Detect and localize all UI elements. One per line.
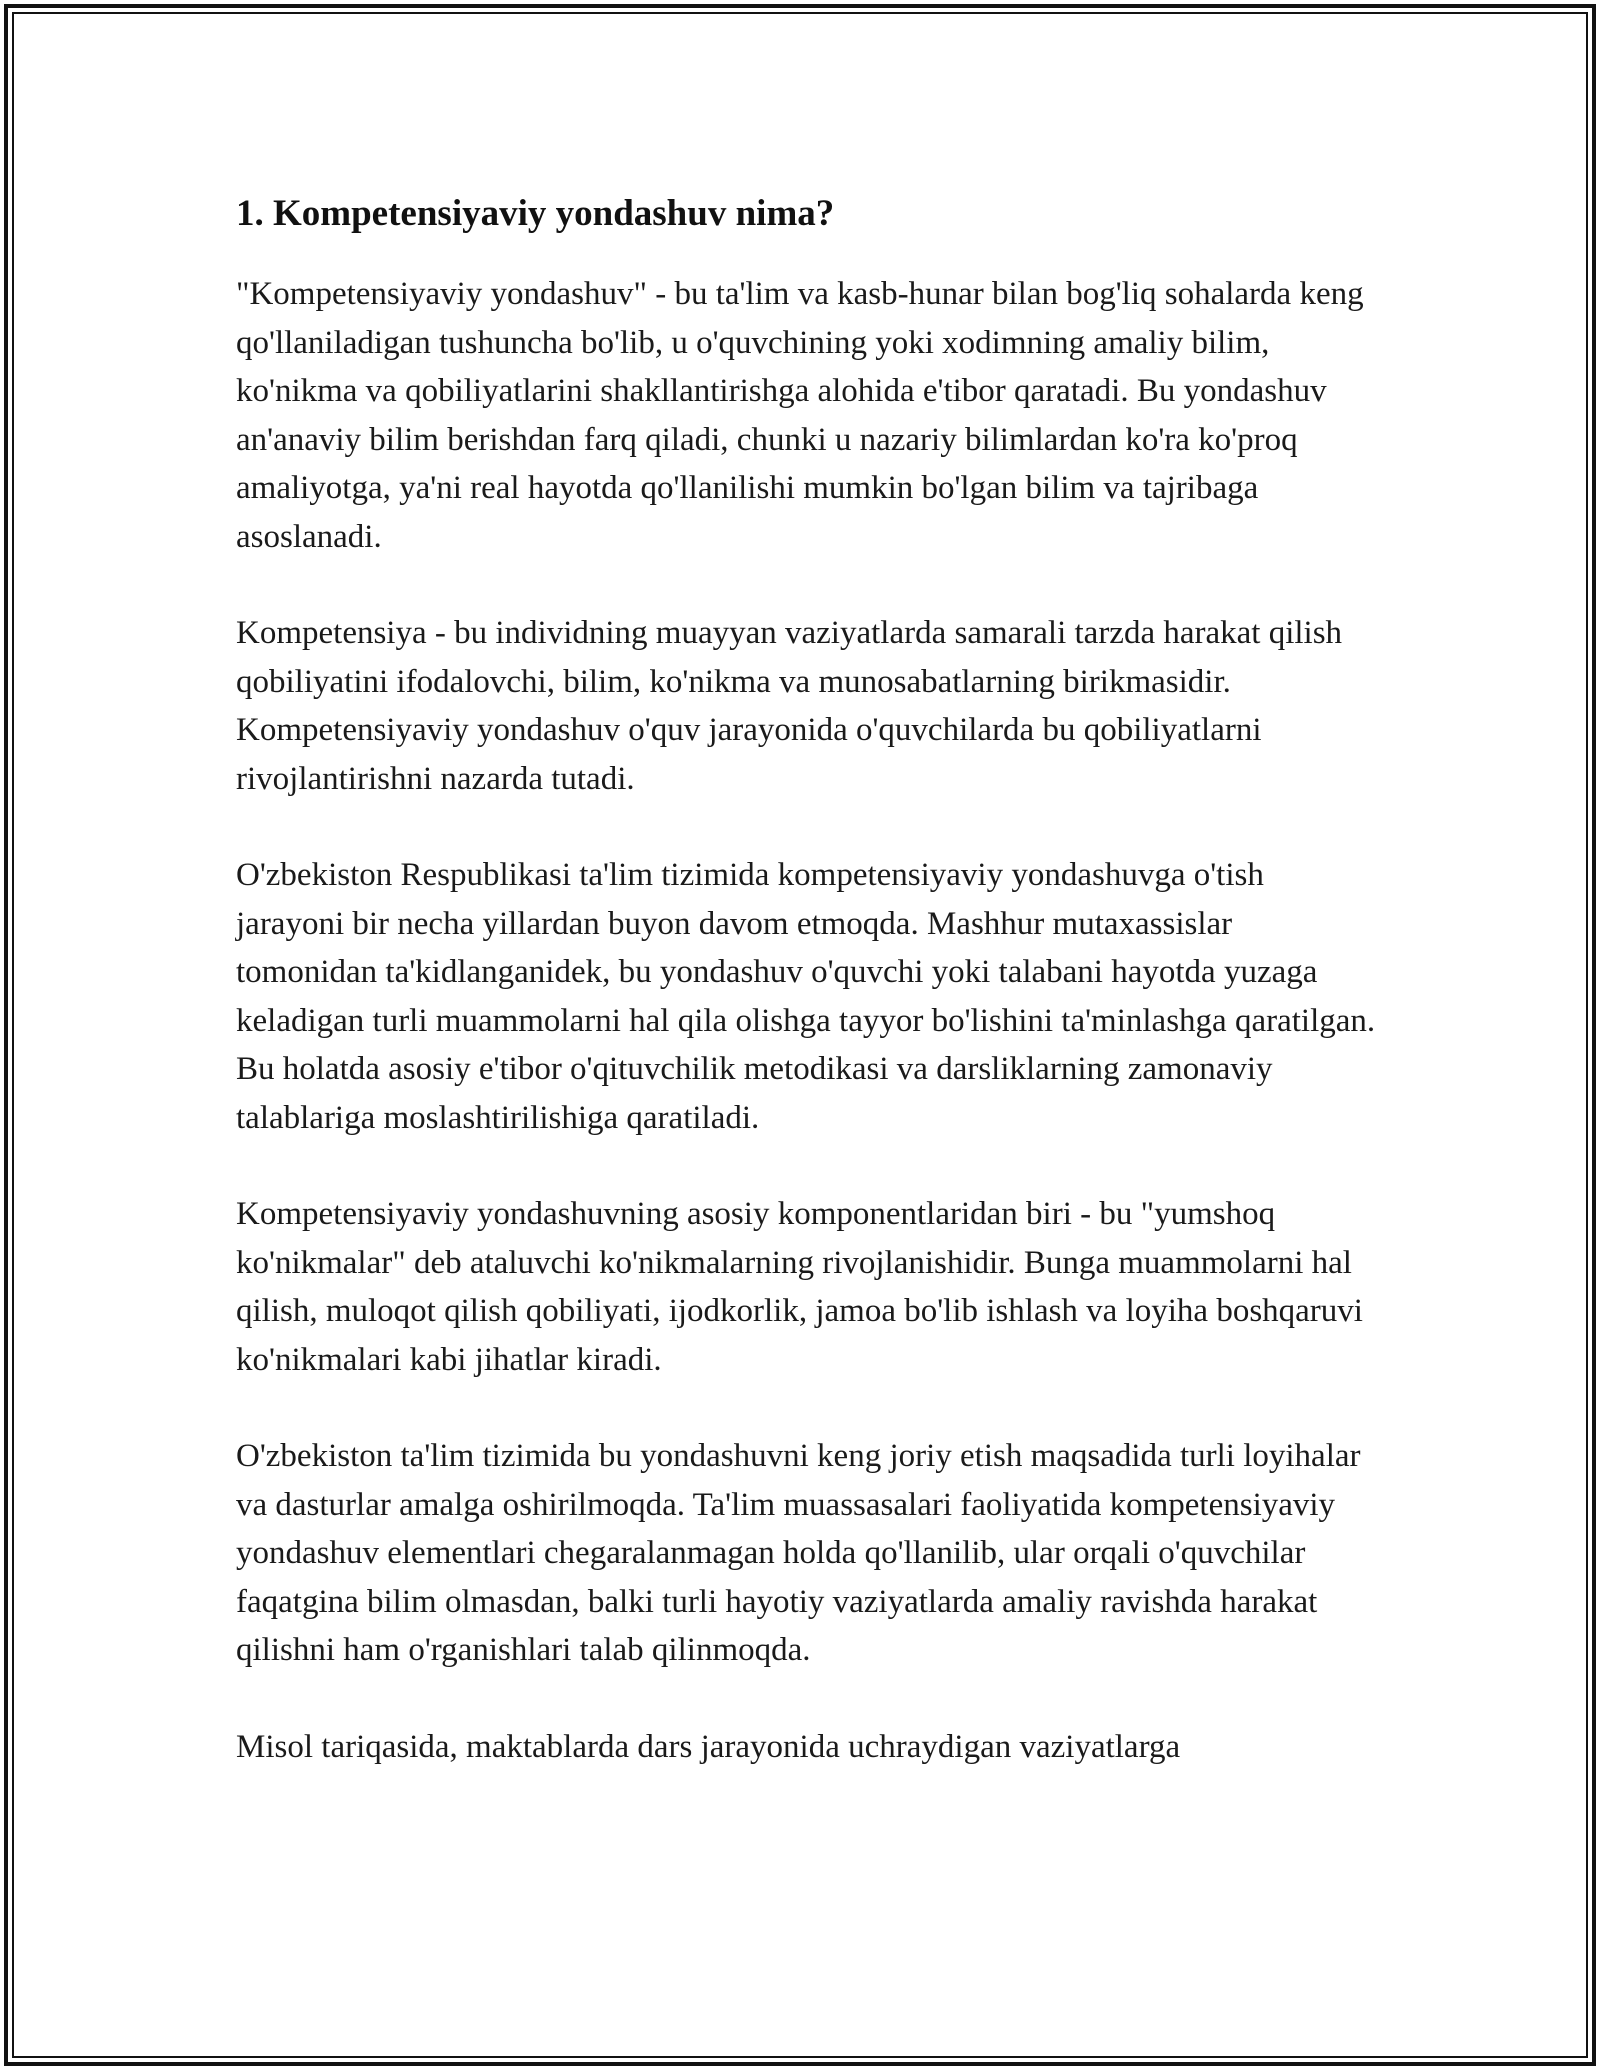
paragraph-competence: Kompetensiya - bu individning muayyan vaziyatlarda samarali tarzda harakat qilish qobiliyatini ifodalovchi, bilim, ko'nikma va munosabatlarning birikmasidir. Kompetensiyaviy yondashuv o'quv jarayonida o'quvchilarda bu qobiliyatlarni rivojlantirishni nazarda tutadi. <box>236 615 1343 797</box>
paragraph-uzbekistan-transition: O'zbekiston Respublikasi ta'lim tizimida kompetensiyaviy yondashuvga o'tish jarayoni bir necha yillardan buyon davom etmoqda. Mashhur mutaxassislar tomonidan ta'kidlanganidek, bu yondashuv o'quvchi yoki talabani hayotda yuzaga keladigan turli muammolarni hal qila olishga tayyor bo'lishini ta'minlashga qaratilgan. Bu holatda asosiy e'tibor o'qituvchilik metodikasi va darsliklarning zamonaviy talablariga moslashtirilishiga qaratiladi. <box>236 857 1376 1136</box>
section-heading: 1. Kompetensiyaviy yondashuv nima? <box>236 193 835 234</box>
paragraph-definition: "Kompetensiyaviy yondashuv" - bu ta'lim va kasb-hunar bilan bog'liq sohalarda keng qo'llaniladigan tushuncha bo'lib, u o'quvchining yoki xodimning amaliy bilim, ko'nikma va qobiliyatlarini shakllantirishga alohida e'tibor qaratadi. Bu yondashuv an'anaviy bilim berishdan farq qiladi, chunki u nazariy bilimlardan ko'ra ko'proq amaliyotga, ya'ni real hayotda qo'llanilishi mumkin bo'lgan bilim va tajribaga asoslanadi. <box>236 276 1364 555</box>
paragraph-soft-skills: Kompetensiyaviy yondashuvning asosiy komponentlaridan biri - bu "yumshoq ko'nikmalar" deb ataluvchi ko'nikmalarning rivojlanishidir. Bunga muammolarni hal qilish, muloqot qilish qobiliyati, ijodkorlik, jamoa bo'lib ishlash va loyiha boshqaruvi ko'nikmalari kabi jihatlar kiradi. <box>236 1196 1363 1378</box>
paragraph-implementation: O'zbekiston ta'lim tizimida bu yondashuvni keng joriy etish maqsadida turli loyihalar va dasturlar amalga oshirilmoqda. Ta'lim muassasalari faoliyatida kompetensiyaviy yondashuv elementlari chegaralanmagan holda qo'llanilib, ular orqali o'quvchilar faqatgina bilim olmasdan, balki turli hayotiy vaziyatlarda amaliy ravishda harakat qilishni ham o'rganishlari talab qilinmoqda. <box>236 1438 1361 1668</box>
paragraph-example: Misol tariqasida, maktablarda dars jarayonida uchraydigan vaziyatlarga <box>236 1728 1181 1765</box>
document-body <box>236 186 1376 1819</box>
